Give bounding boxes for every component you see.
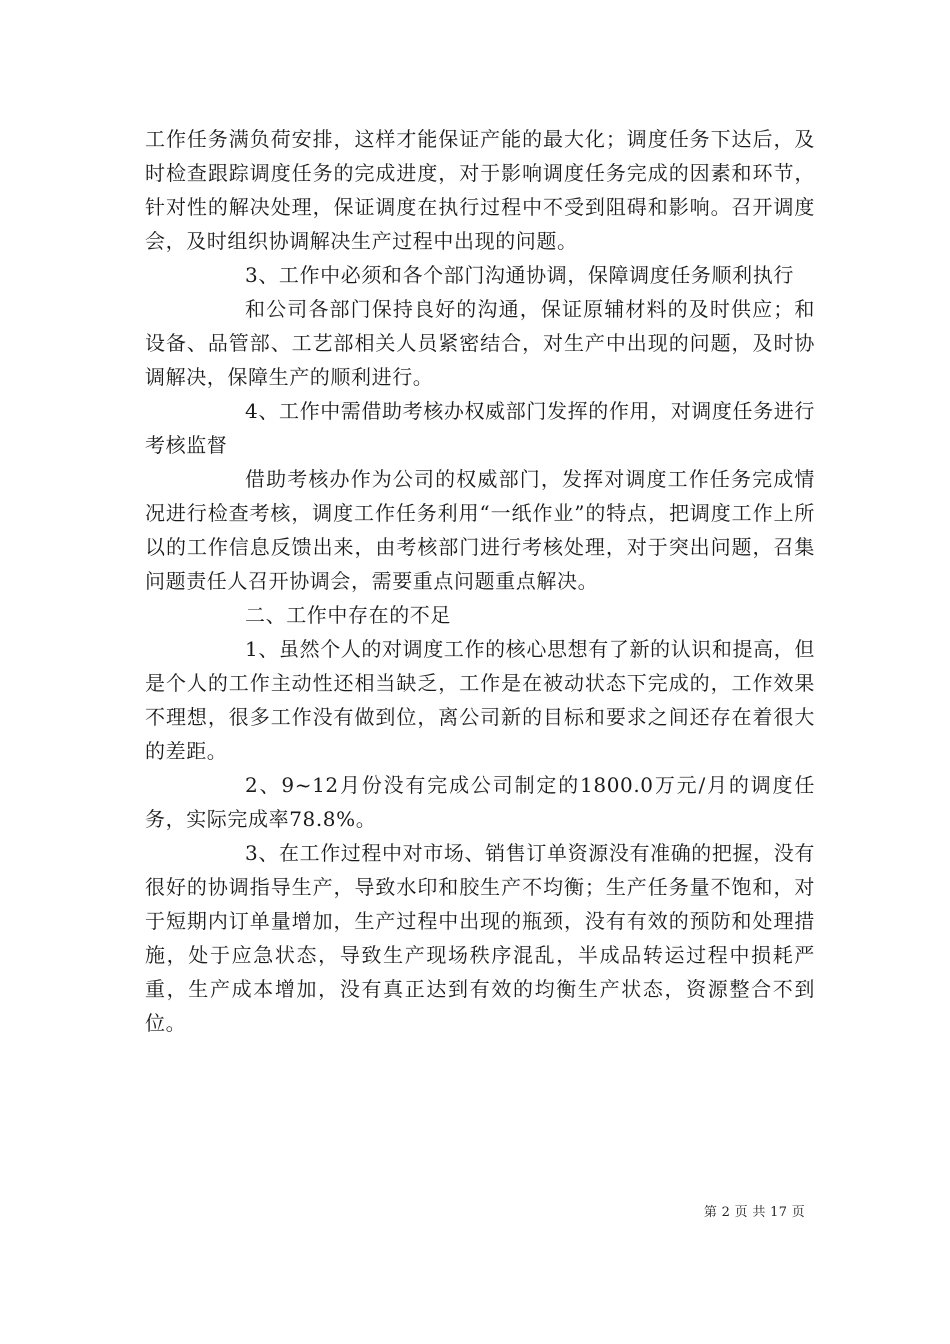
page-number-footer: 第 2 页 共 17 页 (703, 1205, 805, 1220)
document-body (145, 122, 815, 1040)
paragraph-shortcoming-2: 2、9~12月份没有完成公司制定的1800.0万元/月的调度任务，实际完成率78.8%。 (145, 773, 815, 831)
section-heading-4: 4、工作中需借助考核办权威部门发挥的作用，对调度任务进行考核监督 (145, 399, 815, 457)
paragraph-shortcoming-1: 1、虽然个人的对调度工作的核心思想有了新的认识和提高，但是个人的工作主动性还相当缺乏，工作是在被动状态下完成的，工作效果不理想，很多工作没有做到位，离公司新的目标和要求之间还存在着很大的差距。 (145, 637, 815, 763)
paragraph-shortcoming-3: 3、在工作过程中对市场、销售订单资源没有准确的把握，没有很好的协调指导生产，导致水印和胶生产不均衡；生产任务量不饱和，对于短期内订单量增加，生产过程中出现的瓶颈，没有有效的预防和处理措施，处于应急状态，导致生产现场秩序混乱，半成品转运过程中损耗严重，生产成本增加，没有真正达到有效的均衡生产状态，资源整合不到位。 (145, 841, 815, 1035)
paragraph-communication: 和公司各部门保持良好的沟通，保证原辅材料的及时供应；和设备、品管部、工艺部相关人员紧密结合，对生产中出现的问题，及时协调解决，保障生产的顺利进行。 (145, 297, 815, 389)
paragraph-assessment: 借助考核办作为公司的权威部门，发挥对调度工作任务完成情况进行检查考核，调度工作任务利用“一纸作业”的特点，把调度工作上所以的工作信息反馈出来，由考核部门进行考核处理，对于突出问题，召集问题责任人召开协调会，需要重点问题重点解决。 (145, 467, 815, 593)
section-heading-shortcomings: 二、工作中存在的不足 (245, 603, 451, 627)
paragraph-continuation: 工作任务满负荷安排，这样才能保证产能的最大化；调度任务下达后，及时检查跟踪调度任务的完成进度，对于影响调度任务完成的因素和环节，针对性的解决处理，保证调度在执行过程中不受到阻碍和影响。召开调度会，及时组织协调解决生产过程中出现的问题。 (145, 127, 815, 253)
section-heading-3: 3、工作中必须和各个部门沟通协调，保障调度任务顺利执行 (245, 263, 794, 287)
